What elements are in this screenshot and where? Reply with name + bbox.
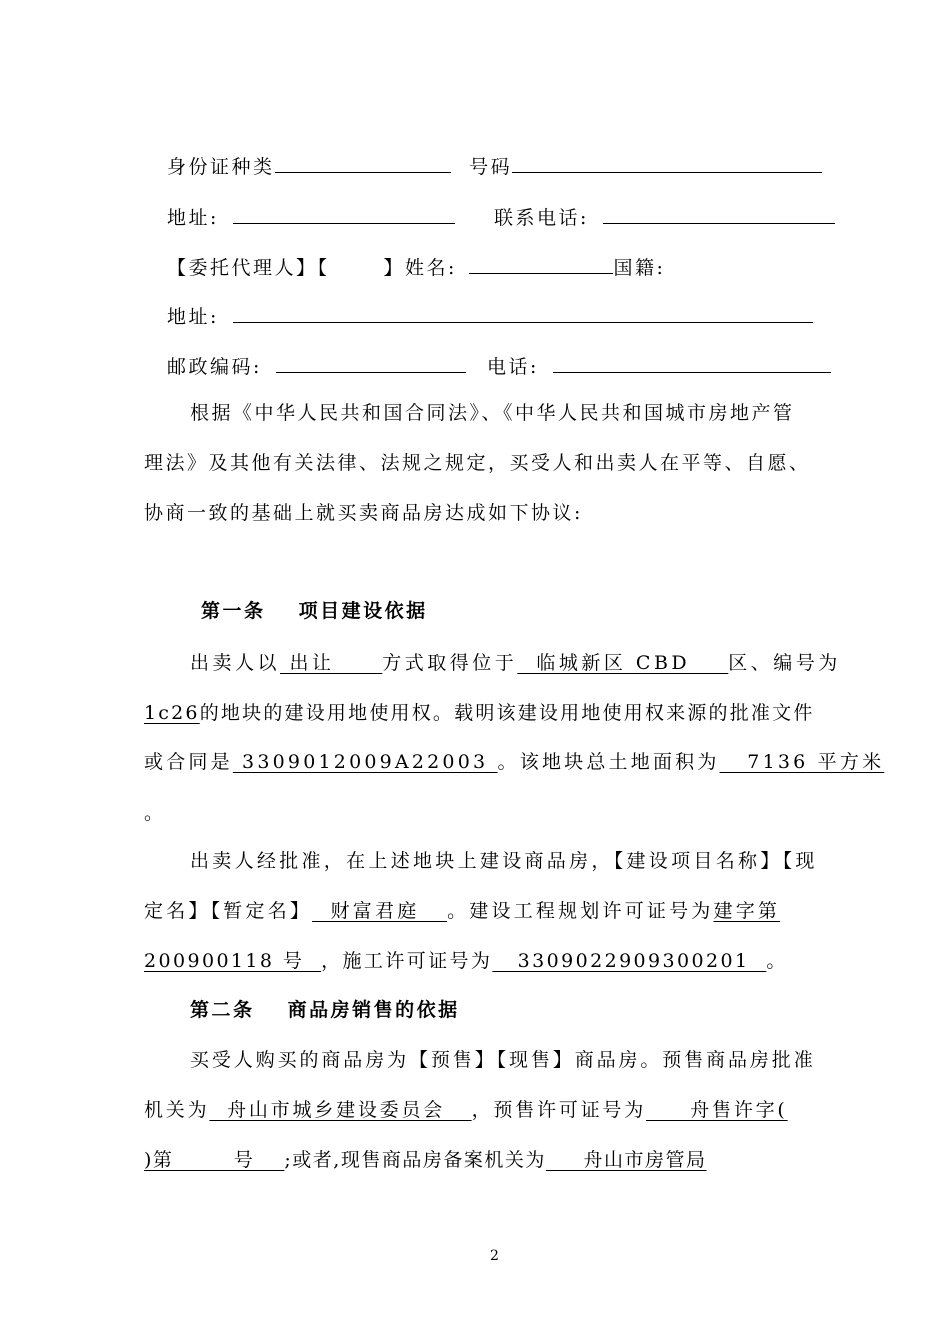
land-area: 7136 平方米 — [719, 751, 885, 773]
preamble-line-1: 根据《中华人民共和国合同法》、《中华人民共和国城市房地产管 — [190, 402, 795, 424]
contact-phone-label: 联系电话: — [494, 207, 589, 229]
agent-prefix: 【委托代理人】【 — [167, 257, 330, 279]
project-name: 财富君庭 — [312, 900, 448, 922]
text-segment: ;或者,现售商品房备案机关为 — [284, 1149, 546, 1171]
approval-authority: 舟山市城乡建设委员会 — [209, 1099, 472, 1121]
article-1-heading — [201, 598, 428, 624]
text-segment: 。 — [766, 950, 788, 972]
preamble-line-3: 协商一致的基础上就买卖商品房达成如下协议: — [144, 502, 583, 524]
text-segment: 出卖人以 — [190, 652, 281, 674]
number-blank — [512, 150, 822, 173]
article-1-p1-end: 。 — [144, 802, 166, 824]
text-segment: 的地块的建设用地使用权。载明该建设用地使用权来源的批准文件 — [199, 702, 815, 724]
lot-number: 1c26 — [144, 702, 200, 724]
page-number: 2 — [490, 1248, 499, 1264]
article-1-title: 第一条 — [201, 600, 266, 622]
id-type-row — [167, 150, 822, 180]
article-2-p1-line1: 买受人购买的商品房为【预售】【现售】商品房。预售商品房批准 — [190, 1049, 816, 1071]
address2-blank — [233, 300, 813, 323]
approval-doc-number: 3309012009A22003 — [232, 751, 498, 773]
phone-blank — [553, 350, 831, 373]
postal-blank — [276, 350, 466, 373]
presale-permit-prefix: 舟售许字( — [646, 1099, 788, 1121]
text-segment: 方式取得位于 — [382, 652, 518, 674]
article-1-heading-text: 项目建设依据 — [298, 600, 428, 622]
article-1-p1-line1 — [190, 650, 841, 676]
text-segment: 定名】【暂定名】 — [144, 900, 313, 922]
number-label: 号码 — [469, 156, 513, 178]
address2-label: 地址: — [167, 306, 219, 328]
planning-permit-prefix: 建字第 — [713, 900, 781, 922]
article-2-p1-line3 — [144, 1147, 707, 1173]
article-1-p1-line3 — [144, 749, 884, 775]
article-1-p2-line2 — [144, 898, 780, 924]
nationality-label: 国籍: — [613, 257, 666, 279]
address2-row — [167, 300, 813, 330]
planning-permit-number: 200900118 号 — [144, 950, 322, 972]
phone-label: 电话: — [487, 356, 539, 378]
text-segment: 区、编号为 — [728, 652, 841, 674]
text-segment: ，预售许可证号为 — [471, 1099, 647, 1121]
address-row — [167, 201, 835, 231]
registry-authority: 舟山市房管局 — [545, 1149, 707, 1171]
text-segment: 机关为 — [144, 1099, 210, 1121]
postal-label: 邮政编码: — [167, 356, 262, 378]
text-segment: ，施工许可证号为 — [321, 950, 493, 972]
address-label: 地址: — [167, 207, 219, 229]
agent-name-blank — [469, 251, 613, 274]
article-1-p2-line3 — [144, 948, 788, 974]
contact-phone-blank — [603, 201, 835, 224]
land-location: 临城新区 CBD — [517, 652, 729, 674]
agent-row — [167, 251, 665, 281]
text-segment: 。建设工程规划许可证号为 — [447, 900, 714, 922]
postal-row — [167, 350, 831, 380]
article-2-heading — [190, 997, 460, 1023]
article-2-title: 第二条 — [190, 999, 255, 1021]
article-2-heading-text: 商品房销售的依据 — [287, 999, 460, 1021]
acquisition-method: 出让 — [280, 652, 383, 674]
article-1-p1-line2 — [144, 700, 815, 726]
preamble-line-2: 理法》及其他有关法律、法规之规定，买受人和出卖人在平等、自愿、 — [144, 452, 811, 474]
article-1-p2-line1: 出卖人经批准，在上述地块上建设商品房，【建设项目名称】【现 — [190, 850, 818, 872]
address-blank — [233, 201, 455, 224]
id-type-label: 身份证种类 — [167, 156, 275, 178]
text-segment: 。该地块总土地面积为 — [497, 751, 720, 773]
agent-suffix: 】姓名: — [383, 257, 457, 279]
article-2-p1-line2 — [144, 1097, 788, 1123]
presale-permit-number: )第 号 — [144, 1149, 285, 1171]
text-segment: 或合同是 — [144, 751, 233, 773]
id-type-blank — [275, 150, 451, 173]
construction-permit-number: 3309022909300201 — [492, 950, 767, 972]
